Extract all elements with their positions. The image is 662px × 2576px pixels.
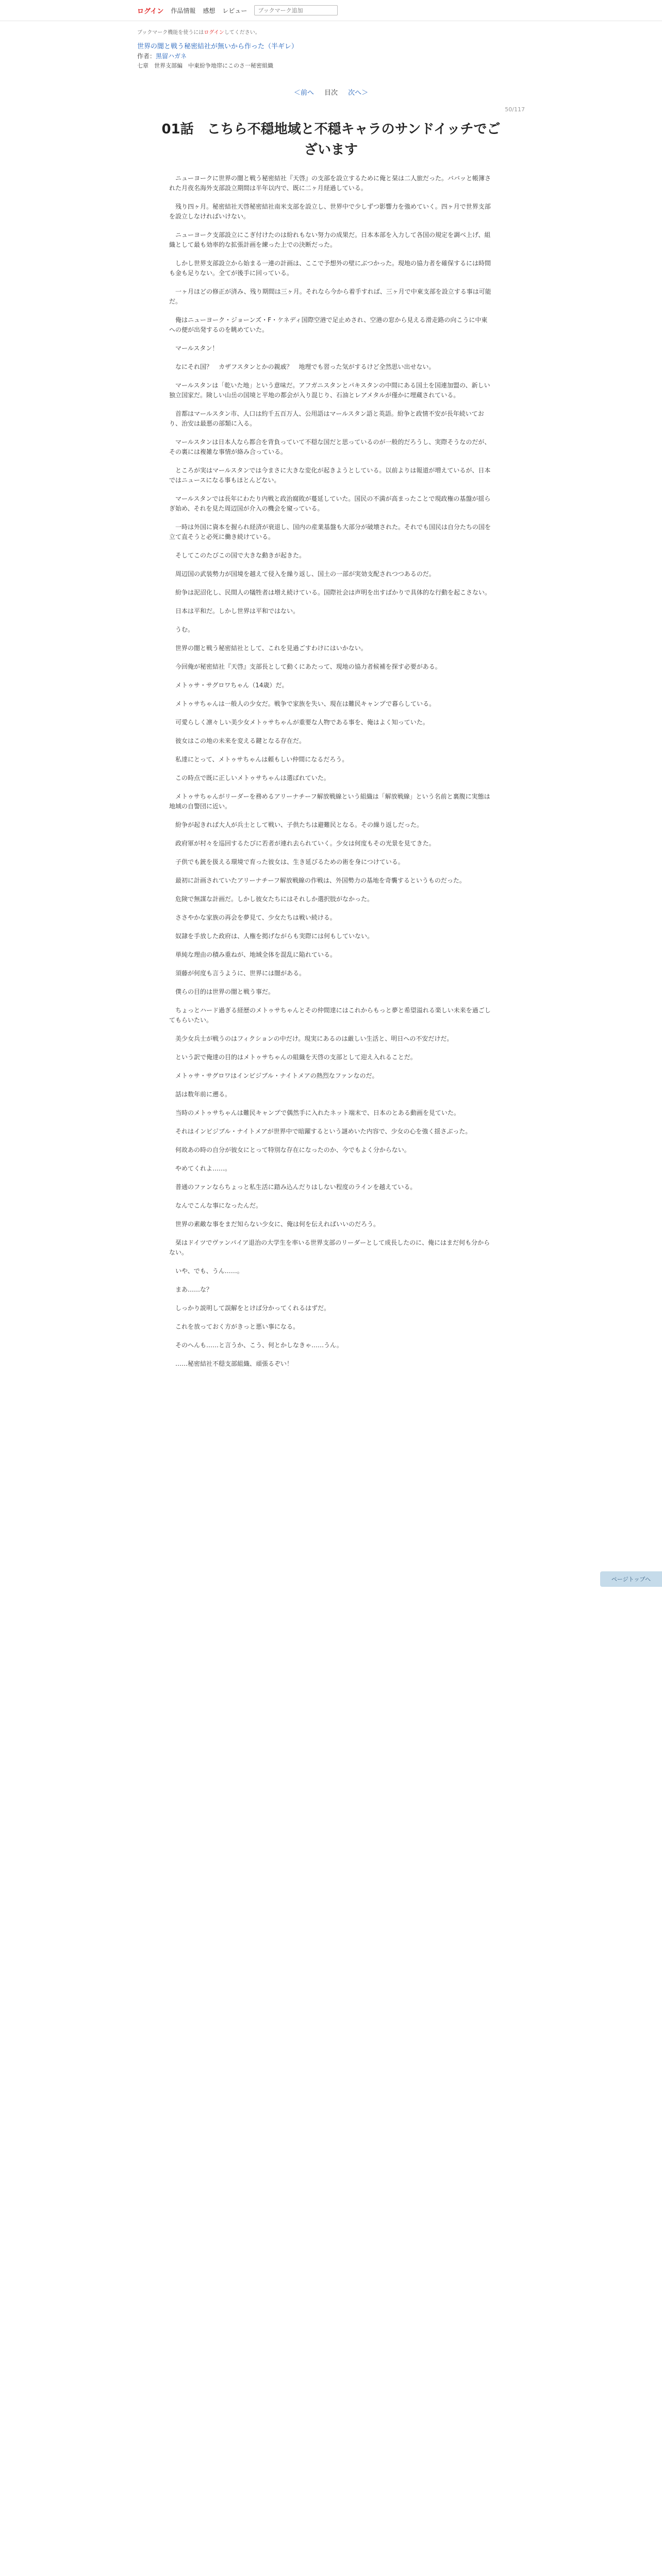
- body-paragraph: 美少女兵士が戦うのはフィクションの中だけ。現実にあるのは厳しい生活と、明日への不安だけだ。: [175, 1035, 453, 1042]
- note-text-end: してください。: [224, 30, 260, 36]
- series-title-link[interactable]: 世界の闇と戦う秘密結社が無いから作った（半ギレ）: [137, 43, 298, 50]
- body-paragraph: マールスタン！: [175, 345, 219, 352]
- novel-body: [169, 174, 493, 1369]
- body-paragraph: いや、でも、うん……。: [175, 1267, 243, 1275]
- author-line: [137, 52, 525, 60]
- body-paragraph: 普通のファンならちょっと私生活に踏み込んだりはしない程度のラインを越えている。: [175, 1183, 417, 1191]
- body-paragraph: 僕らの目的は世界の闇と戦う事だ。: [175, 988, 275, 995]
- author-label: 作者：: [137, 53, 156, 60]
- body-paragraph: 最初に計画されていたアリーナチーフ解放戦線の作戦は、外国勢力の基地を奇襲するというものだった。: [175, 877, 466, 884]
- nav-work-info[interactable]: 作品情報: [171, 7, 196, 14]
- body-paragraph: 今回俺が秘密結社『天啓』支部長として動くにあたって、現地の協力者候補を探す必要がある。: [175, 663, 441, 670]
- body-paragraph: 子供でも銃を扱える環境で育った彼女は、生き延びるための術を身につけている。: [175, 858, 404, 866]
- body-paragraph: 俺はニューヨーク・ジョーンズ・F・ケネディ国際空港で足止めされ、空港の窓から見える滑走路の向こうに中東への便が出発するのを眺めていた。: [169, 316, 488, 333]
- page-top-button[interactable]: ページトップへ: [600, 1571, 662, 1587]
- author-link[interactable]: 黒留ハガネ: [156, 53, 187, 60]
- body-paragraph: 私達にとって、メトゥサちゃんは頼もしい仲間になるだろう。: [175, 756, 349, 763]
- body-paragraph: ささやかな家族の再会を夢見て、少女たちは戦い続ける。: [175, 914, 336, 921]
- body-paragraph: 一時は外国に資本を握られ経済が衰退し、国内の産業基盤も大部分が破壊された。それでも国民は自分たちの国を立て直そうと必死に働き続けている。: [169, 523, 491, 540]
- body-paragraph: 紛争は泥沼化し、民間人の犠牲者は増え続けている。国際社会は声明を出すばかりで具体的な行動を起こさない。: [175, 589, 491, 596]
- body-paragraph: 可愛らしく凛々しい美少女メトゥサちゃんが重要な人物である事を、俺はよく知っていた。: [175, 719, 429, 726]
- body-paragraph: なにそれ国？ カザフスタンとかの親戚？ 地理でも習った気がするけど全然思い出せない。: [175, 363, 435, 370]
- body-paragraph: ちょっとハード過ぎる経歴のメトゥサちゃんとその仲間達にはこれからもっと夢と希望溢れる楽しい未来を過ごしてもらいたい。: [169, 1007, 491, 1024]
- body-paragraph: マールスタンでは長年にわたり内戦と政治腐敗が蔓延していた。国民の不満が高まったことで現政権の基盤が揺らぎ始め、それを見た周辺国が介入の機会を窺っている。: [169, 495, 491, 512]
- episode-counter: 50/117: [505, 106, 525, 113]
- body-paragraph: しかし世界支部設立から始まる一連の計画は、ここで予想外の壁にぶつかった。現地の協力者を確保するには時間も金も足りない。全てが後手に回っている。: [169, 260, 491, 277]
- body-paragraph: やめてくれよ……。: [175, 1165, 231, 1172]
- body-paragraph: ところが実はマールスタンでは今まさに大きな変化が起きようとしている。以前よりは報道が増えているが、日本ではニュースになる事もほとんどない。: [169, 467, 491, 484]
- body-paragraph: 周辺国の武装勢力が国境を越えて侵入を繰り返し、国土の一部が実効支配されつつあるのだ。: [175, 570, 435, 578]
- body-paragraph: メトゥサちゃんは一般人の少女だ。戦争で家族を失い、現在は難民キャンプで暮らしている。: [175, 700, 436, 707]
- body-paragraph: 奴隷を手放した政府は、人権を掲げながらも実際には何もしていない。: [175, 933, 374, 940]
- bookmark-input[interactable]: [254, 5, 338, 15]
- body-paragraph: 日本は平和だ。しかし世界は平和ではない。: [175, 607, 300, 615]
- nav-reviews[interactable]: レビュー: [222, 7, 247, 14]
- body-paragraph: ……秘密結社不穏支部組織、頑張るぞい！: [175, 1360, 293, 1367]
- body-paragraph: 彼女はこの地の未来を変える鍵となる存在だ。: [175, 737, 306, 744]
- bookmark-login-note: [137, 28, 525, 36]
- body-paragraph: メトゥサちゃんがリーダーを務めるアリーナチーフ解放戦線という組織は「解放戦線」という名前と裏腹に実態は地域の自警団に近い。: [169, 793, 490, 810]
- body-paragraph: マールスタンは日本人なら都合を背負っていて不穏な国だと思っているのが一般的だろうし、実際そうなのだが、その裏には複雑な事情が絡み合っている。: [169, 438, 491, 455]
- prev-link[interactable]: ＜前へ: [293, 89, 314, 97]
- body-paragraph: 世界の素敵な事をまだ知らない少女に、俺は何を伝えればいいのだろう。: [175, 1221, 380, 1228]
- body-paragraph: 当時のメトゥサちゃんは難民キャンプで偶然手に入れたネット端末で、日本のとある動画を見ていた。: [175, 1109, 460, 1116]
- body-paragraph: ニューヨークに世界の闇と戦う秘密結社『天啓』の支部を設立するために俺と栞は二人旅だった。ババッと帳簿された月夜名海外支部設立期間は半年以内で、既に二ヶ月経過している。: [169, 175, 491, 192]
- body-paragraph: 政府軍が村々を巡回するたびに若者が連れ去られていく。少女は何度もその光景を見てきた。: [175, 840, 435, 847]
- body-paragraph: 話は数年前に遡る。: [175, 1091, 231, 1098]
- body-paragraph: 何故あの時の自分が彼女にとって特別な存在になったのか、今でもよく分からない。: [175, 1146, 410, 1154]
- body-paragraph: という訳で俺達の目的はメトゥサちゃんの組織を天啓の支部として迎え入れることだ。: [175, 1054, 417, 1061]
- body-paragraph: そのへんも……と言うか、こう、何とかしなきゃ……うん。: [175, 1342, 343, 1349]
- next-link[interactable]: 次へ＞: [348, 89, 369, 97]
- body-paragraph: 栞はドイツでヴァンパイア退治の大学生を率いる世界支部のリーダーとして成長したのに、俺にはまだ何も分からない。: [169, 1239, 490, 1256]
- pager-top: [137, 87, 525, 97]
- login-link[interactable]: ログイン: [137, 7, 164, 15]
- body-paragraph: 単純な理由の積み重ねが、地域全体を混乱に陥れている。: [175, 951, 337, 958]
- body-paragraph: そしてこのたびこの国で大きな動きが起きた。: [175, 552, 306, 559]
- body-paragraph: 危険で無謀な計画だ。しかし彼女たちにはそれしか選択肢がなかった。: [175, 895, 374, 903]
- body-paragraph: マールスタンは「乾いた地」という意味だ。アフガニスタンとパキスタンの中間にある国土を国連加盟の、新しい独立国家だ。険しい山岳の国境と平地の都会が入り混じり、石油とレアメタルが僅かに埋蔵されている。: [169, 382, 490, 399]
- body-paragraph: 世界の闇と戦う秘密結社として、これを見過ごすわけにはいかない。: [175, 645, 367, 652]
- body-paragraph: メトゥサ・サグロワはインビジブル・ナイトメアの熱烈なファンなのだ。: [175, 1072, 378, 1079]
- body-paragraph: メトゥサ・サグロワちゃん（14歳）だ。: [175, 682, 288, 689]
- episode-title: 01話 こちら不穏地域と不穏キャラのサンドイッチでございます: [161, 122, 501, 158]
- body-paragraph: この時点で既に正しいメトゥサちゃんは選ばれていた。: [175, 774, 330, 782]
- body-paragraph: うむ。: [175, 626, 194, 633]
- body-paragraph: 須藤が何度も言うように、世界には闇がある。: [175, 970, 306, 977]
- chapter-tags: 七章 世界支部編 中東紛争地帯にこのさ一秘密組織: [137, 62, 273, 69]
- body-paragraph: これを放っておく方がきっと悪い事になる。: [175, 1323, 300, 1330]
- body-paragraph: それはインビジブル・ナイトメアが世界中で暗躍するという謎めいた内容で、少女の心を強く揺さぶった。: [175, 1128, 472, 1135]
- nav-impressions[interactable]: 感想: [203, 7, 216, 14]
- body-paragraph: しっかり説明して誤解をとけば分かってくれるはずだ。: [175, 1304, 330, 1312]
- note-text: ブックマーク機能を使うには: [137, 30, 204, 36]
- body-paragraph: なんでこんな事になったんだ。: [175, 1202, 262, 1209]
- index-link[interactable]: 目次: [324, 89, 338, 97]
- body-paragraph: 残り四ヶ月。秘密結社天啓秘密結社南米支部を設立し、世界中で少しずつ影響力を強めていく。四ヶ月で世界支部を設立しなければいけない。: [169, 203, 491, 220]
- body-paragraph: 首都はマールスタン市、人口は約千五百万人、公用語はマールスタン語と英語。紛争と政情不安が長年続いており、治安は最悪の部類に入る。: [169, 410, 484, 427]
- note-login-link[interactable]: ログイン: [204, 30, 224, 36]
- body-paragraph: ニューヨーク支部設立にこぎ付けたのは紛れもない努力の成果だ。日本本部を入力して各国の規定を調べ上げ、組織として最も効率的な拡張計画を練った上での決断だった。: [169, 231, 491, 248]
- top-bar: [0, 0, 662, 21]
- body-paragraph: 紛争が起きれば大人が兵士として戦い、子供たちは避難民となる。その繰り返しだった。: [175, 821, 423, 828]
- body-paragraph: まあ……な？: [175, 1286, 213, 1293]
- main-content: [137, 28, 525, 1378]
- body-paragraph: 一ヶ月ほどの修正が済み、残り期間は三ヶ月。それなら今から着手すれば、三ヶ月で中東支部を設立する事は可能だ。: [169, 288, 491, 305]
